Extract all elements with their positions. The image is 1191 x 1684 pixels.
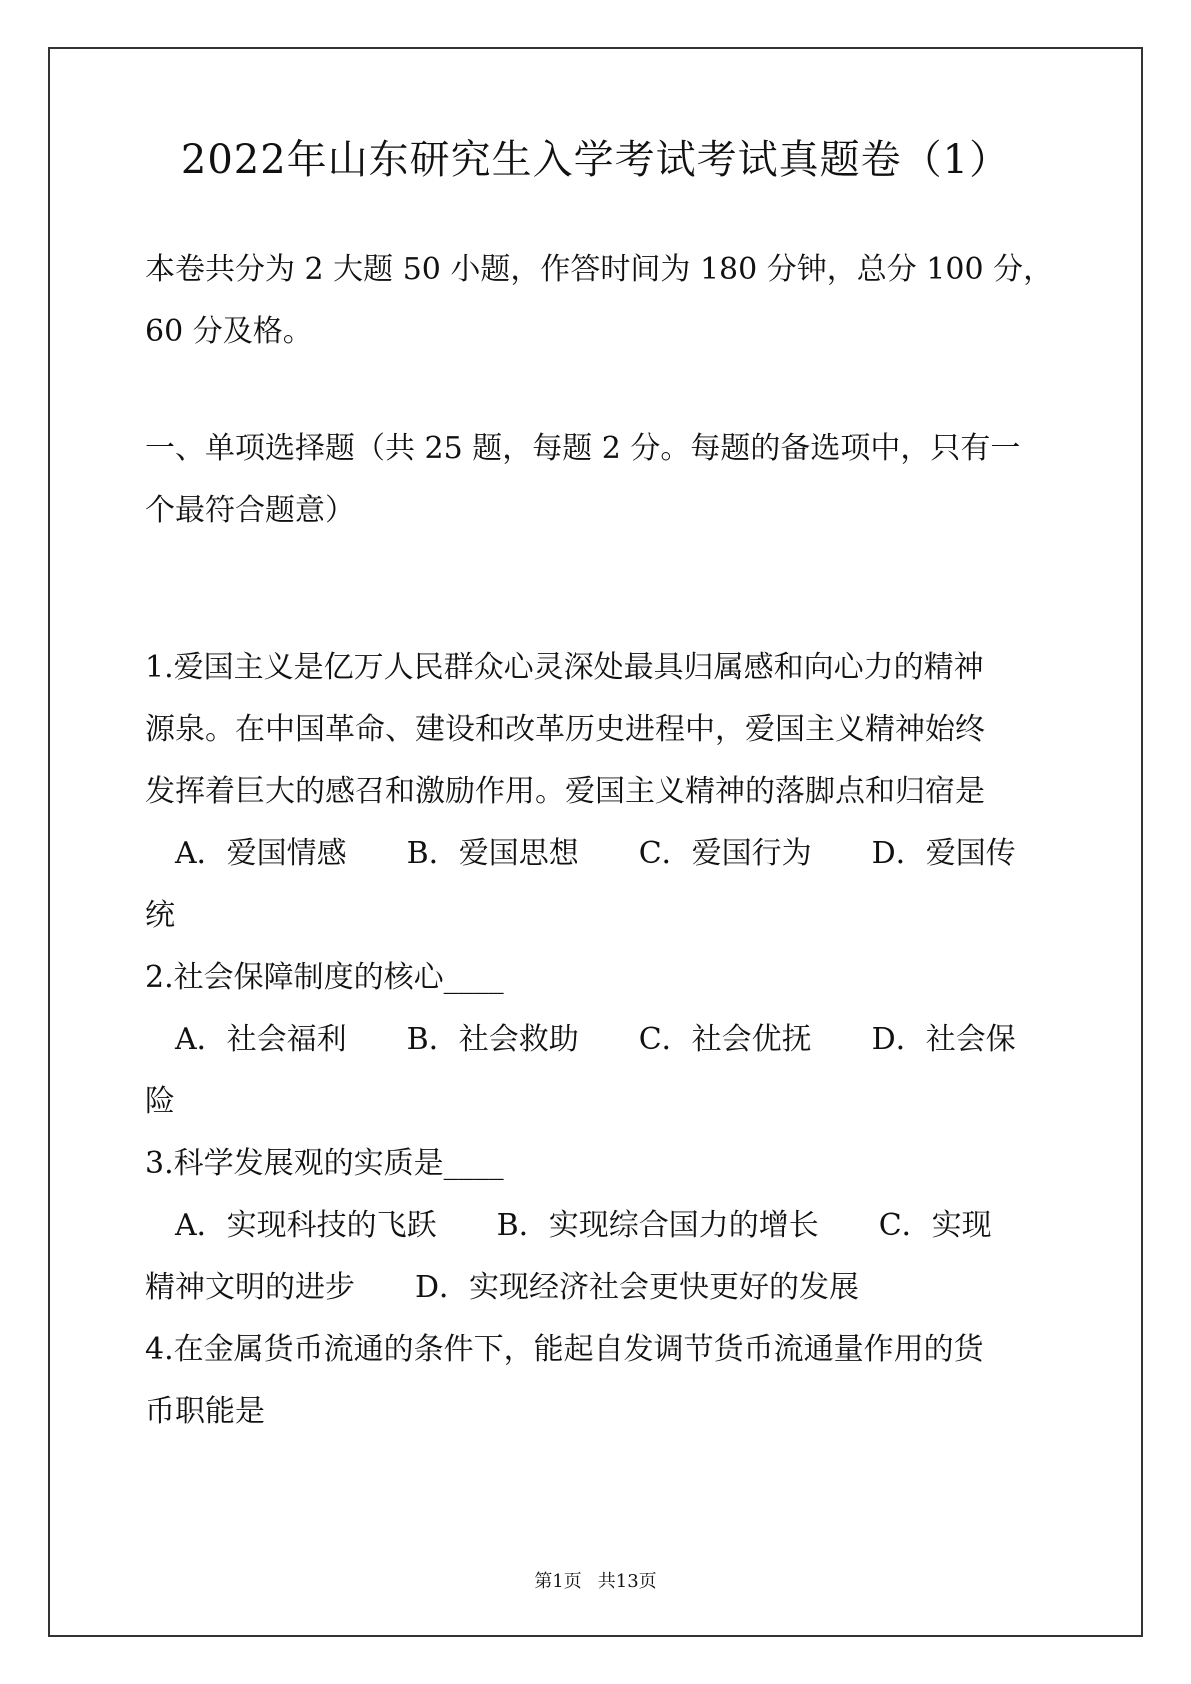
question-3-options-line-2: 精神文明的进步 D．实现经济社会更快更好的发展 xyxy=(145,1270,860,1305)
question-1-stem-line-2: 源泉。在中国革命、建设和改革历史进程中，爱国主义精神始终 xyxy=(145,712,985,747)
question-3-stem-line-1: 3.科学发展观的实质是____ xyxy=(145,1146,504,1181)
question-2-stem-line-1: 2.社会保障制度的核心____ xyxy=(145,960,504,995)
question-4-stem-line-2: 币职能是 xyxy=(145,1394,265,1429)
page-title: 2022年山东研究生入学考试考试真题卷（1） xyxy=(180,137,1011,183)
question-2-options-line-1: A．社会福利 B．社会救助 C．社会优抚 D．社会保 xyxy=(145,1022,1016,1057)
section-heading-line-2: 个最符合题意） xyxy=(145,493,355,528)
intro-line-1: 本卷共分为 2 大题 50 小题，作答时间为 180 分钟，总分 100 分， xyxy=(145,252,1054,287)
question-1-options-line-2: 统 xyxy=(145,898,175,933)
question-1-stem-line-3: 发挥着巨大的感召和激励作用。爱国主义精神的落脚点和归宿是 xyxy=(145,774,985,809)
page-footer xyxy=(0,1570,1191,1594)
intro-line-2: 60 分及格。 xyxy=(145,314,313,349)
question-2-options-line-2: 险 xyxy=(145,1084,175,1119)
footer-total-pages: 共13页 xyxy=(597,1571,657,1592)
question-3-options-line-1: A．实现科技的飞跃 B．实现综合国力的增长 C．实现 xyxy=(145,1208,992,1243)
footer-page-number: 第1页 xyxy=(534,1571,582,1592)
question-1-options-line-1: A．爱国情感 B．爱国思想 C．爱国行为 D．爱国传 xyxy=(145,836,1016,871)
question-4-stem-line-1: 4.在金属货币流通的条件下，能起自发调节货币流通量作用的货 xyxy=(145,1332,984,1367)
section-heading-line-1: 一、单项选择题（共 25 题，每题 2 分。每题的备选项中，只有一 xyxy=(145,431,1021,466)
question-1-stem-line-1: 1.爱国主义是亿万人民群众心灵深处最具归属感和向心力的精神 xyxy=(145,650,984,685)
